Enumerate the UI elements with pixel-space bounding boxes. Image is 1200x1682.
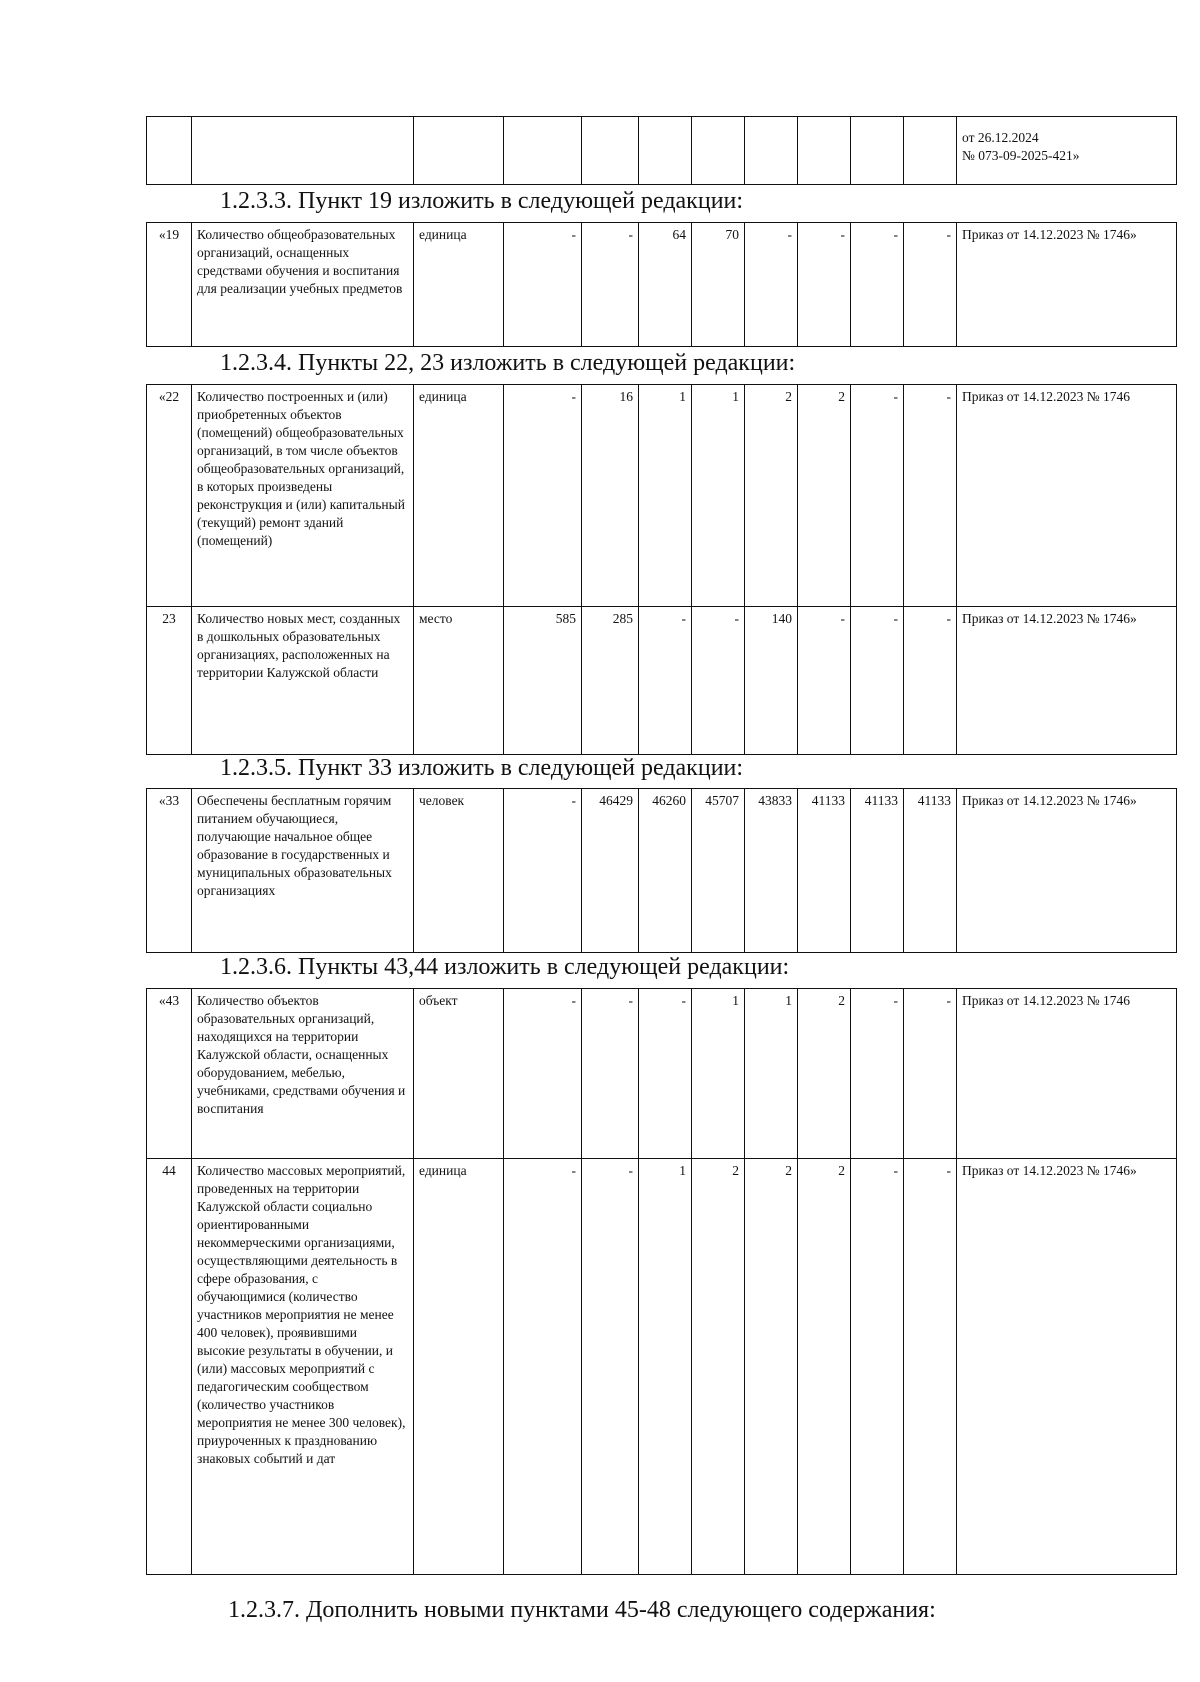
value-cell: - — [851, 989, 904, 1159]
value-cell: 1 — [692, 385, 745, 607]
value-cell: - — [851, 385, 904, 607]
row-number: «19 — [147, 223, 192, 347]
value-cell: 43833 — [745, 789, 798, 953]
row-number: «33 — [147, 789, 192, 953]
value-cell: 2 — [745, 385, 798, 607]
indicator-name: Количество построенных и (или) приобретенных объектов (помещений) общеобразовательных организаций, в том числе объектов общеобразовательных организаций, в которых произведены реконструкция и (или) капитальный (текущий) ремонт зданий (помещений) — [192, 385, 414, 607]
value-cell: - — [504, 789, 582, 953]
indicator-name: Количество новых мест, созданных в дошкольных образовательных организациях, расположенных на территории Калужской области — [192, 607, 414, 755]
table-row — [147, 1159, 1177, 1575]
value-cell: - — [798, 607, 851, 755]
unit-cell: единица — [414, 1159, 504, 1575]
section-heading: 1.2.3.3. Пункт 19 изложить в следующей редакции: — [220, 188, 744, 214]
value-cell: 1 — [639, 385, 692, 607]
value-cell: - — [904, 989, 957, 1159]
table-row — [147, 789, 1177, 953]
value-cell: 41133 — [904, 789, 957, 953]
table-row — [147, 385, 1177, 607]
unit-cell: единица — [414, 385, 504, 607]
indicator-name: Количество массовых мероприятий, проведенных на территории Калужской области социально ориентированными некоммерческими организациями, осуществляющими деятельность в сфере образования, с обучающимися (количество участников мероприятия не менее 400 человек), проявившими высокие результаты в обучении, и (или) массовых мероприятий с педагогическим сообществом (количество участников мероприятия не менее 300 человек), приуроченных к празднованию знаковых событий и дат — [192, 1159, 414, 1575]
value-cell: - — [798, 223, 851, 347]
unit-cell: единица — [414, 223, 504, 347]
unit-cell: человек — [414, 789, 504, 953]
table-section-19 — [146, 222, 1177, 347]
value-cell: - — [692, 607, 745, 755]
footer-heading: 1.2.3.7. Дополнить новыми пунктами 45-48 следующего содержания: — [228, 1597, 936, 1623]
value-cell: 46260 — [639, 789, 692, 953]
value-cell: 2 — [798, 989, 851, 1159]
unit-cell: место — [414, 607, 504, 755]
section-heading: 1.2.3.5. Пункт 33 изложить в следующей редакции: — [220, 755, 744, 781]
table-row — [147, 989, 1177, 1159]
table-section-43-44 — [146, 988, 1177, 1575]
row-number: 23 — [147, 607, 192, 755]
table-section-33 — [146, 788, 1177, 953]
value-cell: 16 — [582, 385, 639, 607]
value-cell: 585 — [504, 607, 582, 755]
value-cell: - — [851, 607, 904, 755]
value-cell: 46429 — [582, 789, 639, 953]
value-cell: 285 — [582, 607, 639, 755]
value-cell: - — [504, 385, 582, 607]
value-cell: - — [904, 607, 957, 755]
indicator-name: Количество объектов образовательных организаций, находящихся на территории Калужской области, оснащенных оборудованием, мебелью, учебниками, средствами обучения и воспитания — [192, 989, 414, 1159]
value-cell: - — [639, 989, 692, 1159]
value-cell: - — [851, 1159, 904, 1575]
indicator-name: Обеспечены бесплатным горячим питанием обучающиеся, получающие начальное общее образование в государственных и муниципальных образовательных организациях — [192, 789, 414, 953]
basis-note-line1: от 26.12.2024 — [962, 130, 1039, 145]
indicator-name: Количество общеобразовательных организаций, оснащенных средствами обучения и воспитания для реализации учебных предметов — [192, 223, 414, 347]
value-cell: - — [904, 385, 957, 607]
value-cell: 2 — [798, 385, 851, 607]
row-number: «43 — [147, 989, 192, 1159]
basis-cell: Приказ от 14.12.2023 № 1746 — [957, 989, 1177, 1159]
value-cell: 140 — [745, 607, 798, 755]
value-cell: 1 — [639, 1159, 692, 1575]
value-cell: 70 — [692, 223, 745, 347]
value-cell: - — [904, 223, 957, 347]
value-cell: 2 — [745, 1159, 798, 1575]
value-cell: 1 — [692, 989, 745, 1159]
basis-cell: Приказ от 14.12.2023 № 1746» — [957, 607, 1177, 755]
table-section-22-23 — [146, 384, 1177, 755]
value-cell: - — [504, 223, 582, 347]
value-cell: 41133 — [798, 789, 851, 953]
row-number: 44 — [147, 1159, 192, 1575]
basis-cell: Приказ от 14.12.2023 № 1746» — [957, 1159, 1177, 1575]
value-cell: - — [851, 223, 904, 347]
basis-cell: Приказ от 14.12.2023 № 1746» — [957, 223, 1177, 347]
value-cell: - — [639, 607, 692, 755]
unit-cell: объект — [414, 989, 504, 1159]
value-cell: 41133 — [851, 789, 904, 953]
basis-cell: Приказ от 14.12.2023 № 1746 — [957, 385, 1177, 607]
value-cell: - — [745, 223, 798, 347]
value-cell: 45707 — [692, 789, 745, 953]
table-top — [146, 116, 1177, 185]
row-number: «22 — [147, 385, 192, 607]
basis-note-line2: № 073-09-2025-421» — [962, 148, 1080, 163]
table-row — [147, 223, 1177, 347]
value-cell: 1 — [745, 989, 798, 1159]
value-cell: - — [582, 223, 639, 347]
value-cell: 2 — [692, 1159, 745, 1575]
table-row — [147, 607, 1177, 755]
value-cell: 64 — [639, 223, 692, 347]
value-cell: - — [504, 989, 582, 1159]
value-cell: - — [582, 989, 639, 1159]
section-heading: 1.2.3.6. Пункты 43,44 изложить в следующей редакции: — [220, 954, 790, 980]
table-row — [147, 117, 1177, 185]
value-cell: - — [904, 1159, 957, 1575]
section-heading: 1.2.3.4. Пункты 22, 23 изложить в следующей редакции: — [220, 350, 796, 376]
basis-cell — [957, 117, 1177, 185]
basis-cell: Приказ от 14.12.2023 № 1746» — [957, 789, 1177, 953]
value-cell: - — [504, 1159, 582, 1575]
value-cell: - — [582, 1159, 639, 1575]
value-cell: 2 — [798, 1159, 851, 1575]
